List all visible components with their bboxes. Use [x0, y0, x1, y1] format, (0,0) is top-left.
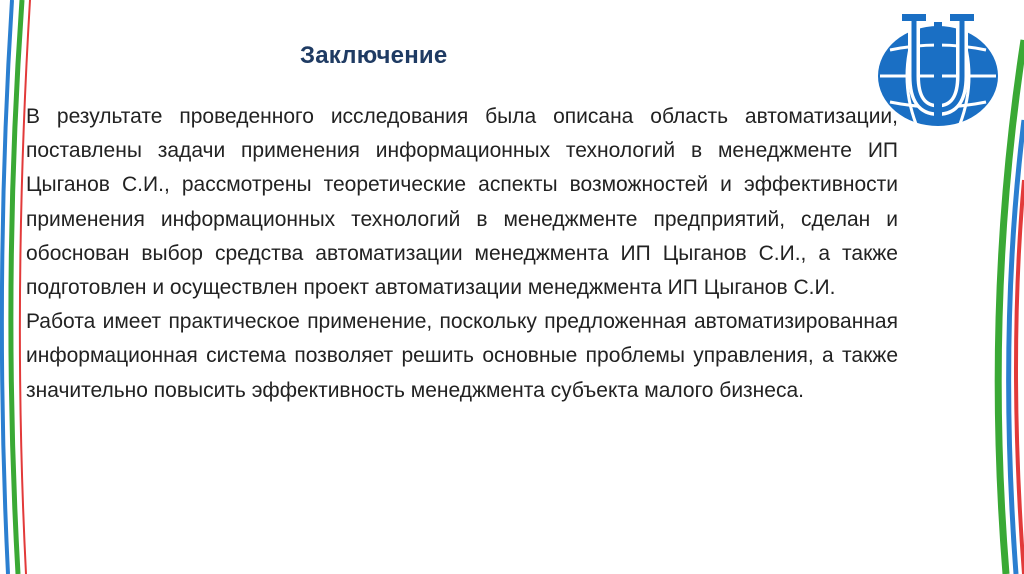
conclusion-paragraph-2: Работа имеет практическое применение, поскольку предложенная автоматизированная информационная система позволяет решить основные проблемы управления, а также значительно повысить эффективность менеджмента субъекта малого бизнеса.: [26, 310, 898, 402]
slide-title: Заключение: [300, 42, 448, 69]
conclusion-paragraph-1: В результате проведенного исследования была описана область автоматизации, поставлены задачи применения информационных технологий в менеджменте ИП Цыганов С.И., рассмотрены теоретические аспекты возможностей и эффективности применения информационных технологий в менеджменте предприятий, сделан и обоснован выбор средства автоматизации менеджмента ИП Цыганов С.И., а также подготовлен и осуществлен проект автоматизации менеджмента ИП Цыганов С.И.: [26, 105, 898, 300]
slide-body: [26, 100, 898, 408]
